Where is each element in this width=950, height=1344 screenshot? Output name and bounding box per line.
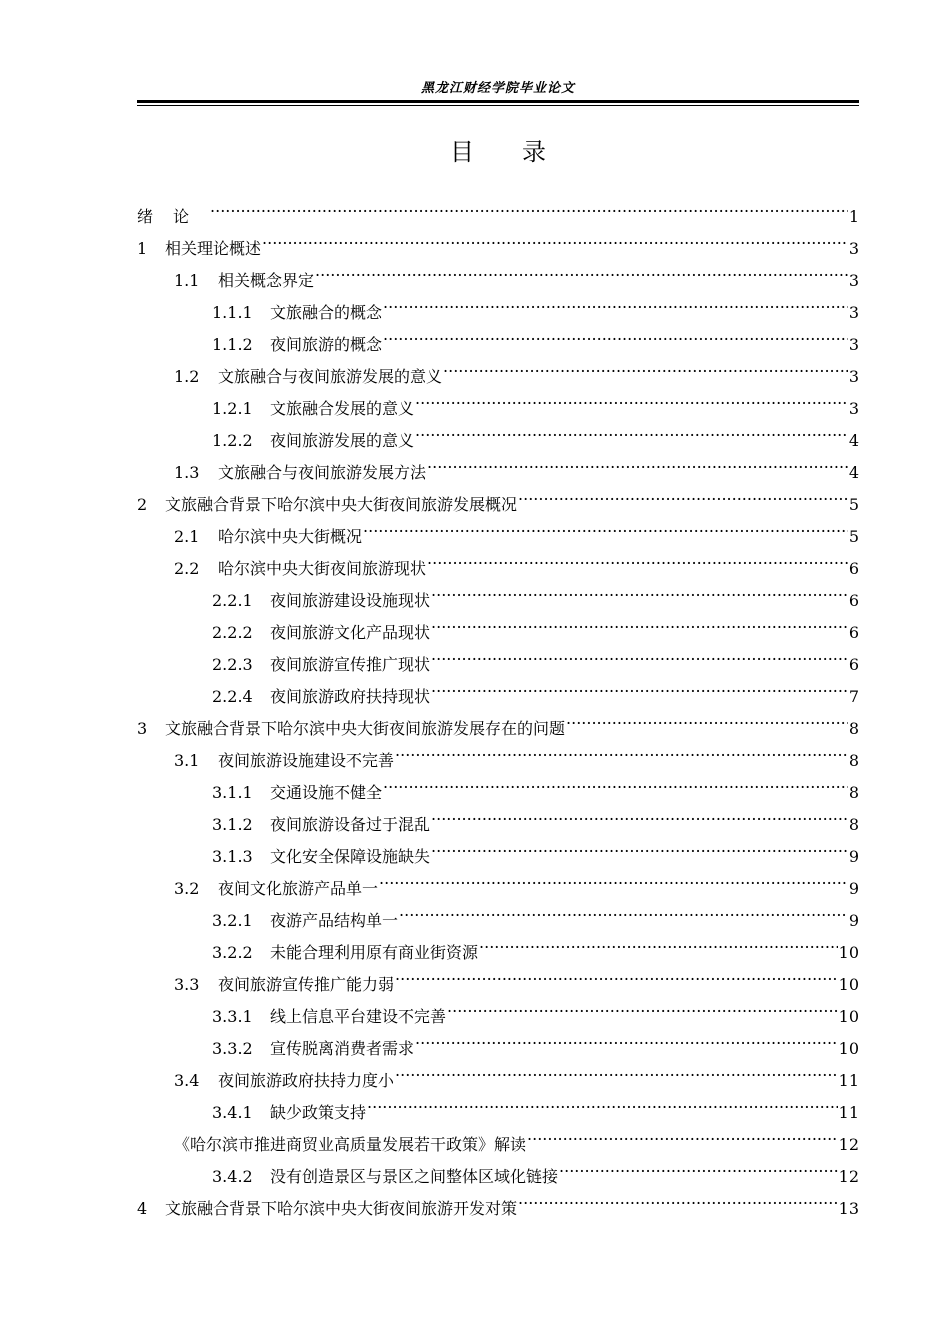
toc-entry-page-number: 6 (848, 655, 859, 674)
toc-entry-title: 相关理论概述 (165, 239, 262, 258)
toc-dot-leader (431, 798, 848, 830)
toc-entry-title: 交通设施不健全 (270, 783, 383, 802)
toc-dot-leader (518, 478, 848, 510)
running-header: 黑龙江财经学院毕业论文 (420, 81, 575, 96)
toc-entry-title: 绪论 (137, 207, 210, 226)
toc-entry-number: 2.2.3 (212, 655, 253, 674)
toc-dot-leader (395, 1054, 838, 1086)
toc-dot-leader (383, 286, 848, 318)
toc-entry-number: 1.1.2 (212, 335, 253, 354)
toc-entry-page-number: 3 (848, 367, 859, 386)
toc-entry-number: 3.4.2 (212, 1167, 253, 1186)
toc-entry-page-number: 11 (838, 1103, 859, 1122)
toc-dot-leader (431, 830, 848, 862)
toc-entry-title: 夜间文化旅游产品单一 (218, 879, 379, 898)
toc-entry-number: 3.4 (174, 1071, 200, 1090)
toc-dot-leader (559, 1150, 838, 1182)
toc-entry-page-number: 3 (848, 271, 859, 290)
toc-dot-leader (431, 606, 848, 638)
toc-entry-number: 1.2 (174, 367, 200, 386)
toc-entry-title: 夜间旅游宣传推广能力弱 (218, 975, 395, 994)
toc-dot-leader (367, 1086, 838, 1118)
toc-entry-page-number: 8 (848, 815, 859, 834)
toc-entry-title: 夜间旅游宣传推广现状 (270, 655, 431, 674)
toc-entry-title: 缺少政策支持 (270, 1103, 367, 1122)
toc-entry-title: 夜间旅游建设设施现状 (270, 591, 431, 610)
toc-entry-title: 夜间旅游政府扶持力度小 (218, 1071, 395, 1090)
toc-dot-leader (415, 1022, 838, 1054)
toc-entry-title: 未能合理利用原有商业街资源 (270, 943, 479, 962)
toc-entry-title: 文化安全保障设施缺失 (270, 847, 431, 866)
toc-entry-number: 1.2.1 (212, 399, 253, 418)
toc-entry-page-number: 4 (848, 431, 859, 450)
toc-dot-leader (566, 702, 848, 734)
toc-entry-title: 夜间旅游的概念 (270, 335, 383, 354)
toc-entry-page-number: 13 (838, 1199, 859, 1218)
toc-dot-leader (431, 574, 848, 606)
toc-dot-leader (427, 446, 848, 478)
toc-entry-page-number: 10 (838, 1007, 859, 1026)
toc-entry-page-number: 8 (848, 719, 859, 738)
toc-entry-title: 文旅融合的概念 (270, 303, 383, 322)
toc-entry-number: 2.2.2 (212, 623, 253, 642)
toc-entry-page-number: 3 (848, 399, 859, 418)
toc-entry-number: 3.1 (174, 751, 200, 770)
toc-entry-page-number: 10 (838, 943, 859, 962)
toc-entry-page-number: 11 (838, 1071, 859, 1090)
toc-entry-title: 文旅融合背景下哈尔滨中央大街夜间旅游发展存在的问题 (165, 719, 566, 738)
toc-dot-leader (431, 638, 848, 670)
toc-entry-number: 1.1.1 (212, 303, 253, 322)
toc-entry-page-number: 3 (848, 335, 859, 354)
toc-dot-leader (443, 350, 848, 382)
toc-entry-page-number: 12 (838, 1167, 859, 1186)
toc-dot-leader (518, 1182, 838, 1214)
toc-entry-page-number: 7 (848, 687, 859, 706)
toc-dot-leader (383, 766, 848, 798)
toc-dot-leader (447, 990, 838, 1022)
toc-entry-page-number: 10 (838, 975, 859, 994)
toc-dot-leader (262, 222, 848, 254)
toc-entry-page-number: 6 (848, 623, 859, 642)
header-rule-thin (137, 105, 859, 106)
toc-entry-page-number: 5 (848, 527, 859, 546)
toc-entry-title: 夜间旅游设施建设不完善 (218, 751, 395, 770)
toc-entry-number: 2.2.4 (212, 687, 253, 706)
toc-entry-page-number: 6 (848, 591, 859, 610)
toc-entry-number: 2.2.1 (212, 591, 253, 610)
toc-entry-title: 没有创造景区与景区之间整体区域化链接 (270, 1167, 559, 1186)
toc-entry-page-number: 1 (848, 207, 859, 226)
toc-entry-number: 3.4.1 (212, 1103, 253, 1122)
toc-entry-page-number: 6 (848, 559, 859, 578)
toc-entry-page-number: 5 (848, 495, 859, 514)
toc-entry-number: 2.1 (174, 527, 200, 546)
toc-entry-number: 3 (137, 719, 148, 738)
toc-entry-title: 文旅融合与夜间旅游发展方法 (218, 463, 427, 482)
toc-entry-title: 文旅融合背景下哈尔滨中央大街夜间旅游发展概况 (165, 495, 518, 514)
toc-entry-title: 夜游产品结构单一 (270, 911, 399, 930)
toc-entry-number: 3.3.1 (212, 1007, 253, 1026)
toc-list (137, 190, 859, 1218)
toc-dot-leader (210, 190, 848, 222)
toc-entry-page-number: 3 (848, 303, 859, 322)
toc-entry-title: 线上信息平台建设不完善 (270, 1007, 447, 1026)
toc-entry[interactable] (137, 222, 859, 258)
toc-entry-page-number: 8 (848, 783, 859, 802)
toc-entry-number: 1.2.2 (212, 431, 253, 450)
toc-entry-number: 3.1.3 (212, 847, 253, 866)
toc-dot-leader (395, 958, 838, 990)
toc-entry-title: 夜间旅游政府扶持现状 (270, 687, 431, 706)
toc-dot-leader (379, 862, 848, 894)
toc-dot-leader (395, 734, 848, 766)
toc-entry-title: 宣传脱离消费者需求 (270, 1039, 415, 1058)
toc-entry-number: 4 (137, 1199, 148, 1218)
toc-entry-title: 文旅融合背景下哈尔滨中央大街夜间旅游开发对策 (165, 1199, 518, 1218)
toc-dot-leader (315, 254, 848, 286)
toc-entry-page-number: 9 (848, 911, 859, 930)
toc-dot-leader (363, 510, 848, 542)
toc-entry-number: 3.3 (174, 975, 200, 994)
toc-entry-page-number: 9 (848, 879, 859, 898)
toc-entry-title: 夜间旅游文化产品现状 (270, 623, 431, 642)
toc-entry-page-number: 4 (848, 463, 859, 482)
toc-entry-title: 夜间旅游发展的意义 (270, 431, 415, 450)
toc-dot-leader (415, 382, 848, 414)
toc-entry-title: 文旅融合发展的意义 (270, 399, 415, 418)
toc-entry-title: 哈尔滨中央大街夜间旅游现状 (218, 559, 427, 578)
toc-dot-leader (527, 1118, 838, 1150)
toc-entry-page-number: 3 (848, 239, 859, 258)
toc-entry-number: 3.2.1 (212, 911, 253, 930)
toc-entry-page-number: 8 (848, 751, 859, 770)
toc-entry-number: 3.1.1 (212, 783, 253, 802)
toc-entry-number: 1.3 (174, 463, 200, 482)
toc-entry-number: 1 (137, 239, 148, 258)
toc-dot-leader (431, 670, 848, 702)
toc-dot-leader (415, 414, 848, 446)
toc-dot-leader (399, 894, 848, 926)
toc-entry-number: 1.1 (174, 271, 200, 290)
toc-entry-number: 3.2 (174, 879, 200, 898)
toc-entry-number: 3.1.2 (212, 815, 253, 834)
toc-entry-number: 2 (137, 495, 148, 514)
toc-dot-leader (383, 318, 848, 350)
toc-entry-title: 哈尔滨中央大街概况 (218, 527, 363, 546)
toc-entry-title: 夜间旅游设备过于混乱 (270, 815, 431, 834)
toc-entry-number: 3.3.2 (212, 1039, 253, 1058)
toc-title: 目 录 (450, 138, 546, 166)
toc-entry-page-number: 12 (838, 1135, 859, 1154)
toc-entry-page-number: 10 (838, 1039, 859, 1058)
toc-entry[interactable] (137, 190, 859, 226)
toc-entry-number: 3.2.2 (212, 943, 253, 962)
toc-entry-page-number: 9 (848, 847, 859, 866)
toc-entry-title: 文旅融合与夜间旅游发展的意义 (218, 367, 443, 386)
toc-dot-leader (479, 926, 838, 958)
toc-entry-title: 《哈尔滨市推进商贸业高质量发展若干政策》解读 (174, 1135, 527, 1154)
toc-entry-title: 相关概念界定 (218, 271, 315, 290)
toc-dot-leader (427, 542, 848, 574)
toc-entry-number: 2.2 (174, 559, 200, 578)
header-rule-thick (137, 100, 859, 103)
